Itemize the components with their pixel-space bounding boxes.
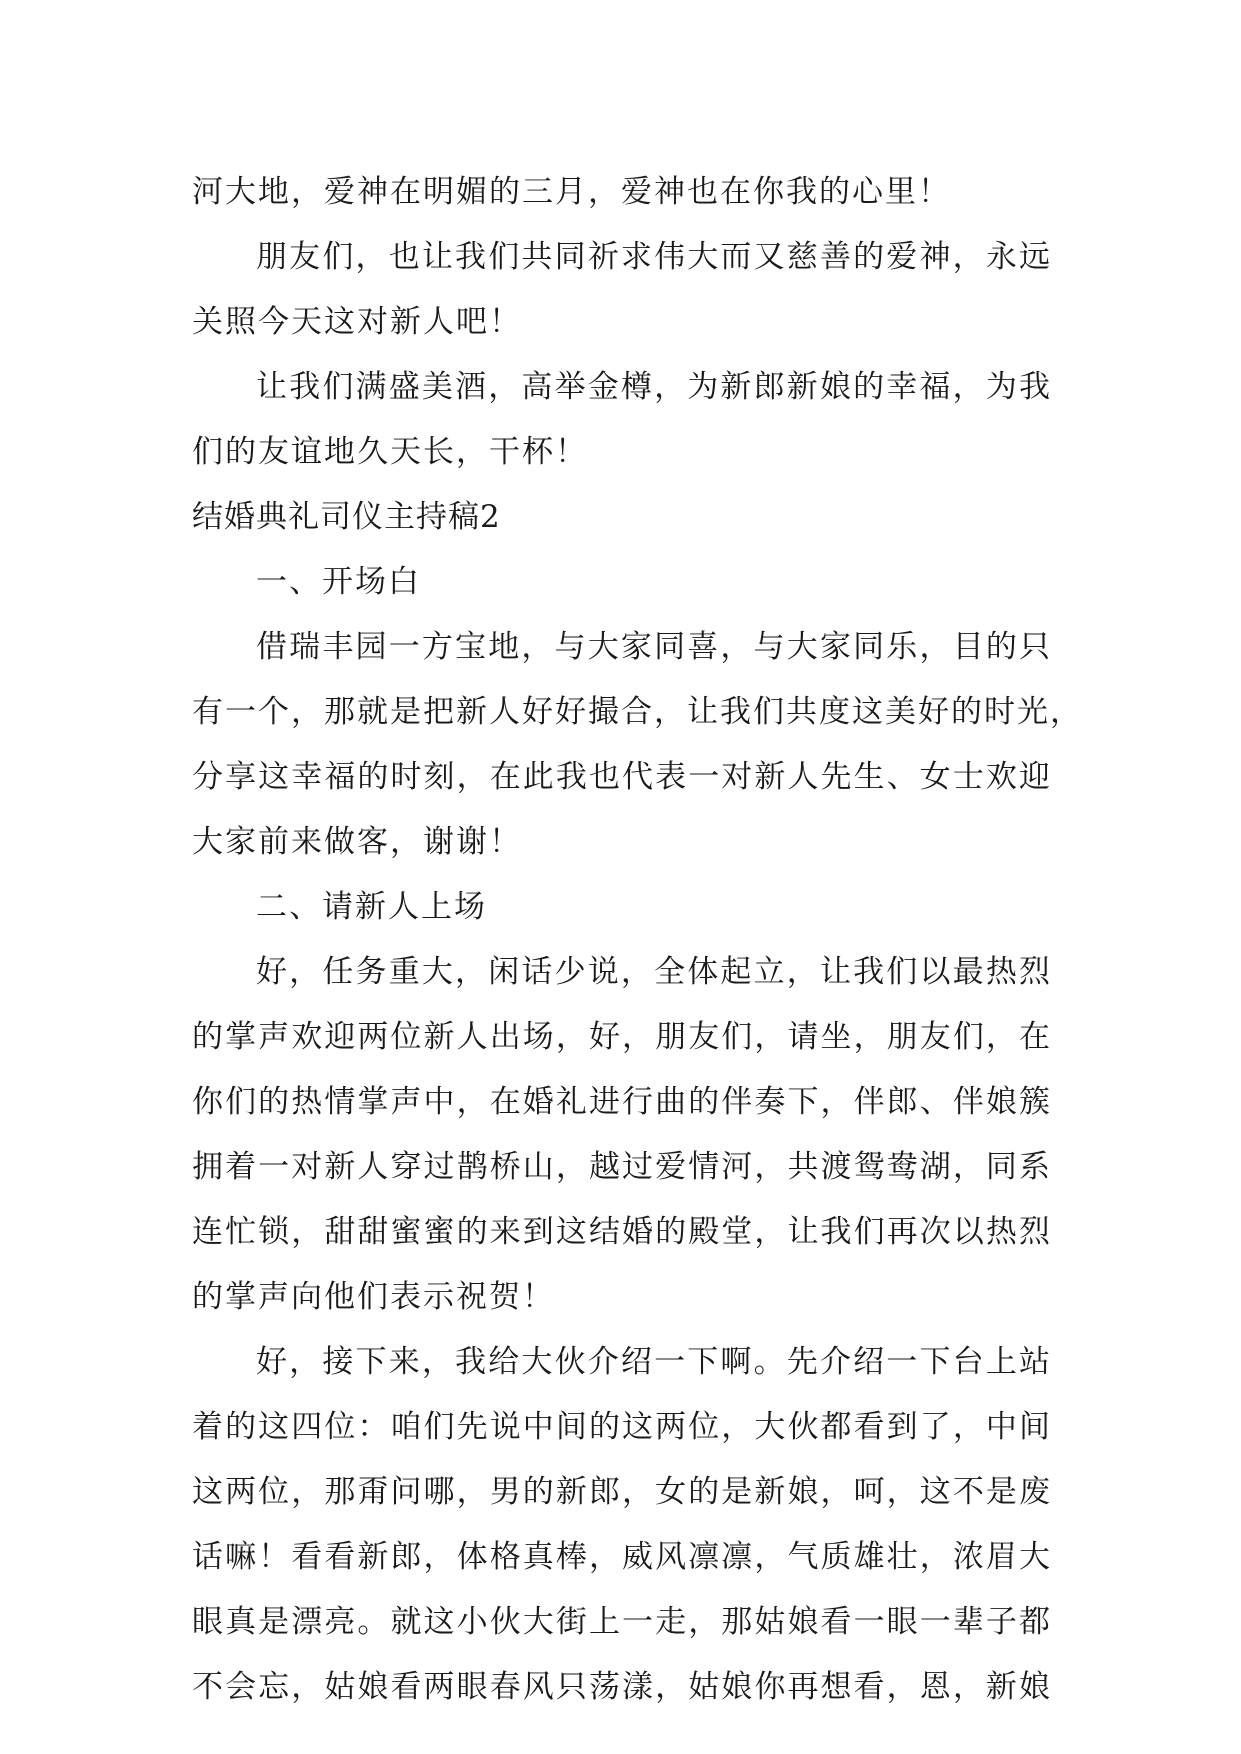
text-line: 的掌声欢迎两位新人出场，好，朋友们，请坐，朋友们，在 xyxy=(192,1019,1052,1055)
text-line: 关照今天这对新人吧！ xyxy=(192,304,522,340)
text-line: 的掌声向他们表示祝贺！ xyxy=(192,1279,555,1315)
text-line: 让我们满盛美酒，高举金樽，为新郎新娘的幸福，为我 xyxy=(256,369,1052,405)
section-heading: 一、开场白 xyxy=(256,564,421,600)
text-line: 分享这幸福的时刻，在此我也代表一对新人先生、女士欢迎 xyxy=(192,759,1052,795)
text-line: 话嘛！看看新郎，体格真棒，威风凛凛，气质雄壮，浓眉大 xyxy=(192,1539,1052,1575)
text-line: 朋友们，也让我们共同祈求伟大而又慈善的爱神，永远 xyxy=(256,239,1052,275)
text-line: 着的这四位：咱们先说中间的这两位，大伙都看到了，中间 xyxy=(192,1409,1052,1445)
text-line: 连忙锁，甜甜蜜蜜的来到这结婚的殿堂，让我们再次以热烈 xyxy=(192,1214,1052,1250)
text-line: 们的友谊地久天长，干杯！ xyxy=(192,434,588,470)
text-line: 大家前来做客，谢谢！ xyxy=(192,824,522,860)
text-line: 这两位，那甭问哪，男的新郎，女的是新娘，呵，这不是废 xyxy=(192,1474,1052,1510)
section-heading: 二、请新人上场 xyxy=(256,889,487,925)
section-title: 结婚典礼司仪主持稿2 xyxy=(192,499,501,535)
text-line: 好，接下来，我给大伙介绍一下啊。先介绍一下台上站 xyxy=(256,1344,1052,1380)
text-line: 拥着一对新人穿过鹊桥山，越过爱情河，共渡鸳鸯湖，同系 xyxy=(192,1149,1052,1185)
document-body xyxy=(192,160,1083,1720)
text-line: 好，任务重大，闲话少说，全体起立，让我们以最热烈 xyxy=(256,954,1052,990)
text-line: 你们的热情掌声中，在婚礼进行曲的伴奏下，伴郎、伴娘簇 xyxy=(192,1084,1052,1120)
text-line: 眼真是漂亮。就这小伙大街上一走，那姑娘看一眼一辈子都 xyxy=(192,1604,1052,1640)
text-line: 借瑞丰园一方宝地，与大家同喜，与大家同乐，目的只 xyxy=(256,629,1052,665)
text-line: 不会忘，姑娘看两眼春风只荡漾，姑娘你再想看，恩，新娘 xyxy=(192,1669,1052,1705)
text-line: 河大地，爱神在明媚的三月，爱神也在你我的心里！ xyxy=(192,174,951,210)
text-line: 有一个，那就是把新人好好撮合，让我们共度这美好的时光， xyxy=(192,694,1083,730)
